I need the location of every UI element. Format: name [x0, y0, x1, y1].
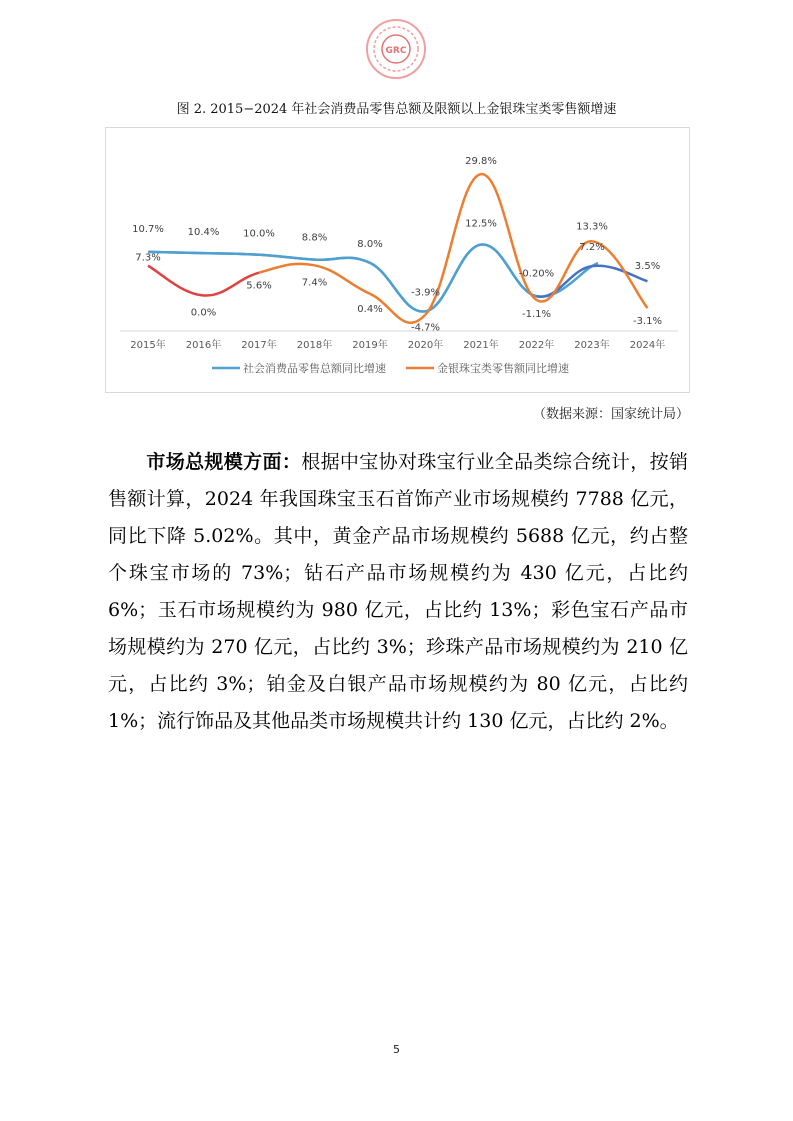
x-tick-label: 2023年: [574, 340, 610, 351]
series-jewelry-segment: [481, 174, 537, 300]
svg-text:GRC: GRC: [385, 46, 407, 56]
data-label-retail-total: 8.0%: [357, 238, 383, 250]
legend-label-jewelry: 金银珠宝类零售额同比增速: [437, 362, 569, 375]
x-tick-label: 2020年: [407, 340, 444, 351]
data-label-jewelry: 0.0%: [190, 307, 217, 319]
data-label-jewelry: 13.3%: [576, 221, 608, 233]
x-tick-label: 2024年: [629, 340, 666, 351]
figure-title: 图 2. 2015−2024 年社会消费品零售总额及限额以上金银珠宝类零售额增速: [176, 102, 617, 117]
x-tick-label: 2018年: [296, 340, 333, 351]
x-tick-label: 2022年: [518, 340, 555, 351]
data-label-jewelry: 5.6%: [246, 280, 272, 292]
x-tick-label: 2015年: [130, 340, 166, 351]
x-tick-label: 2021年: [463, 340, 499, 351]
data-label-jewelry: 29.8%: [465, 156, 497, 168]
data-label-retail-total: -3.9%: [410, 287, 441, 299]
data-label-retail-total: 10.7%: [132, 223, 164, 235]
data-label-jewelry: 0.4%: [357, 303, 383, 315]
series-retail-total-segment: [259, 255, 315, 260]
page-number: 5: [393, 1043, 400, 1056]
grc-seal-logo: [364, 17, 428, 81]
data-label-retail-total: 3.5%: [634, 261, 661, 273]
data-label-retail-total: 7.2%: [579, 242, 605, 254]
market-size-paragraph: [108, 444, 688, 740]
data-label-retail-total: 10.0%: [243, 228, 275, 240]
chart-svg: [106, 128, 689, 392]
data-label-jewelry: -1.1%: [521, 308, 552, 320]
series-retail-total-segment: [315, 258, 371, 263]
paragraph-body: 根据中宝协对珠宝行业全品类综合统计，按销售额计算，2024 年我国珠宝玉石首饰产业市场规模约 7788 亿元，同比下降 5.02%。其中，黄金产品市场规模约 5688 亿元，约占整个珠宝市场的 73%；钻石产品市场规模约为 430 亿元，占比约 6%；玉石市场规模约为 980 亿元，占比约 13%；彩色宝石产品市场规模约为 270 亿元，占比约 3%；珍珠产品市场规模约为 210 亿元，占比约 3%；铂金及白银产品市场规模约为 80 亿元，占比约 1%；流行饰品及其他品类市场规模共计约 130 亿元，占比约 2%。: [108, 451, 688, 732]
data-label-retail-total: 10.4%: [187, 227, 220, 239]
paragraph-lead: 市场总规模方面：: [146, 451, 302, 473]
data-label-jewelry: -3.1%: [632, 316, 663, 328]
data-label-jewelry: -4.7%: [410, 322, 441, 334]
data-label-retail-total: 12.5%: [465, 218, 497, 230]
x-tick-label: 2019年: [352, 340, 388, 351]
data-source-note: （数据来源：国家统计局）: [532, 407, 689, 422]
series-jewelry-segment: [148, 266, 204, 296]
data-label-jewelry: 7.4%: [301, 277, 328, 289]
line-chart: [105, 127, 690, 393]
legend-label-retail-total: 社会消费品零售总额同比增速: [243, 362, 386, 375]
x-tick-label: 2016年: [185, 340, 222, 351]
series-retail-total-segment: [204, 253, 260, 255]
data-label-retail-total: -0.20%: [518, 268, 555, 280]
data-label-jewelry: 7.3%: [135, 252, 161, 264]
series-jewelry-segment: [259, 264, 315, 273]
x-tick-label: 2017年: [241, 340, 277, 351]
data-label-retail-total: 8.8%: [301, 232, 328, 244]
